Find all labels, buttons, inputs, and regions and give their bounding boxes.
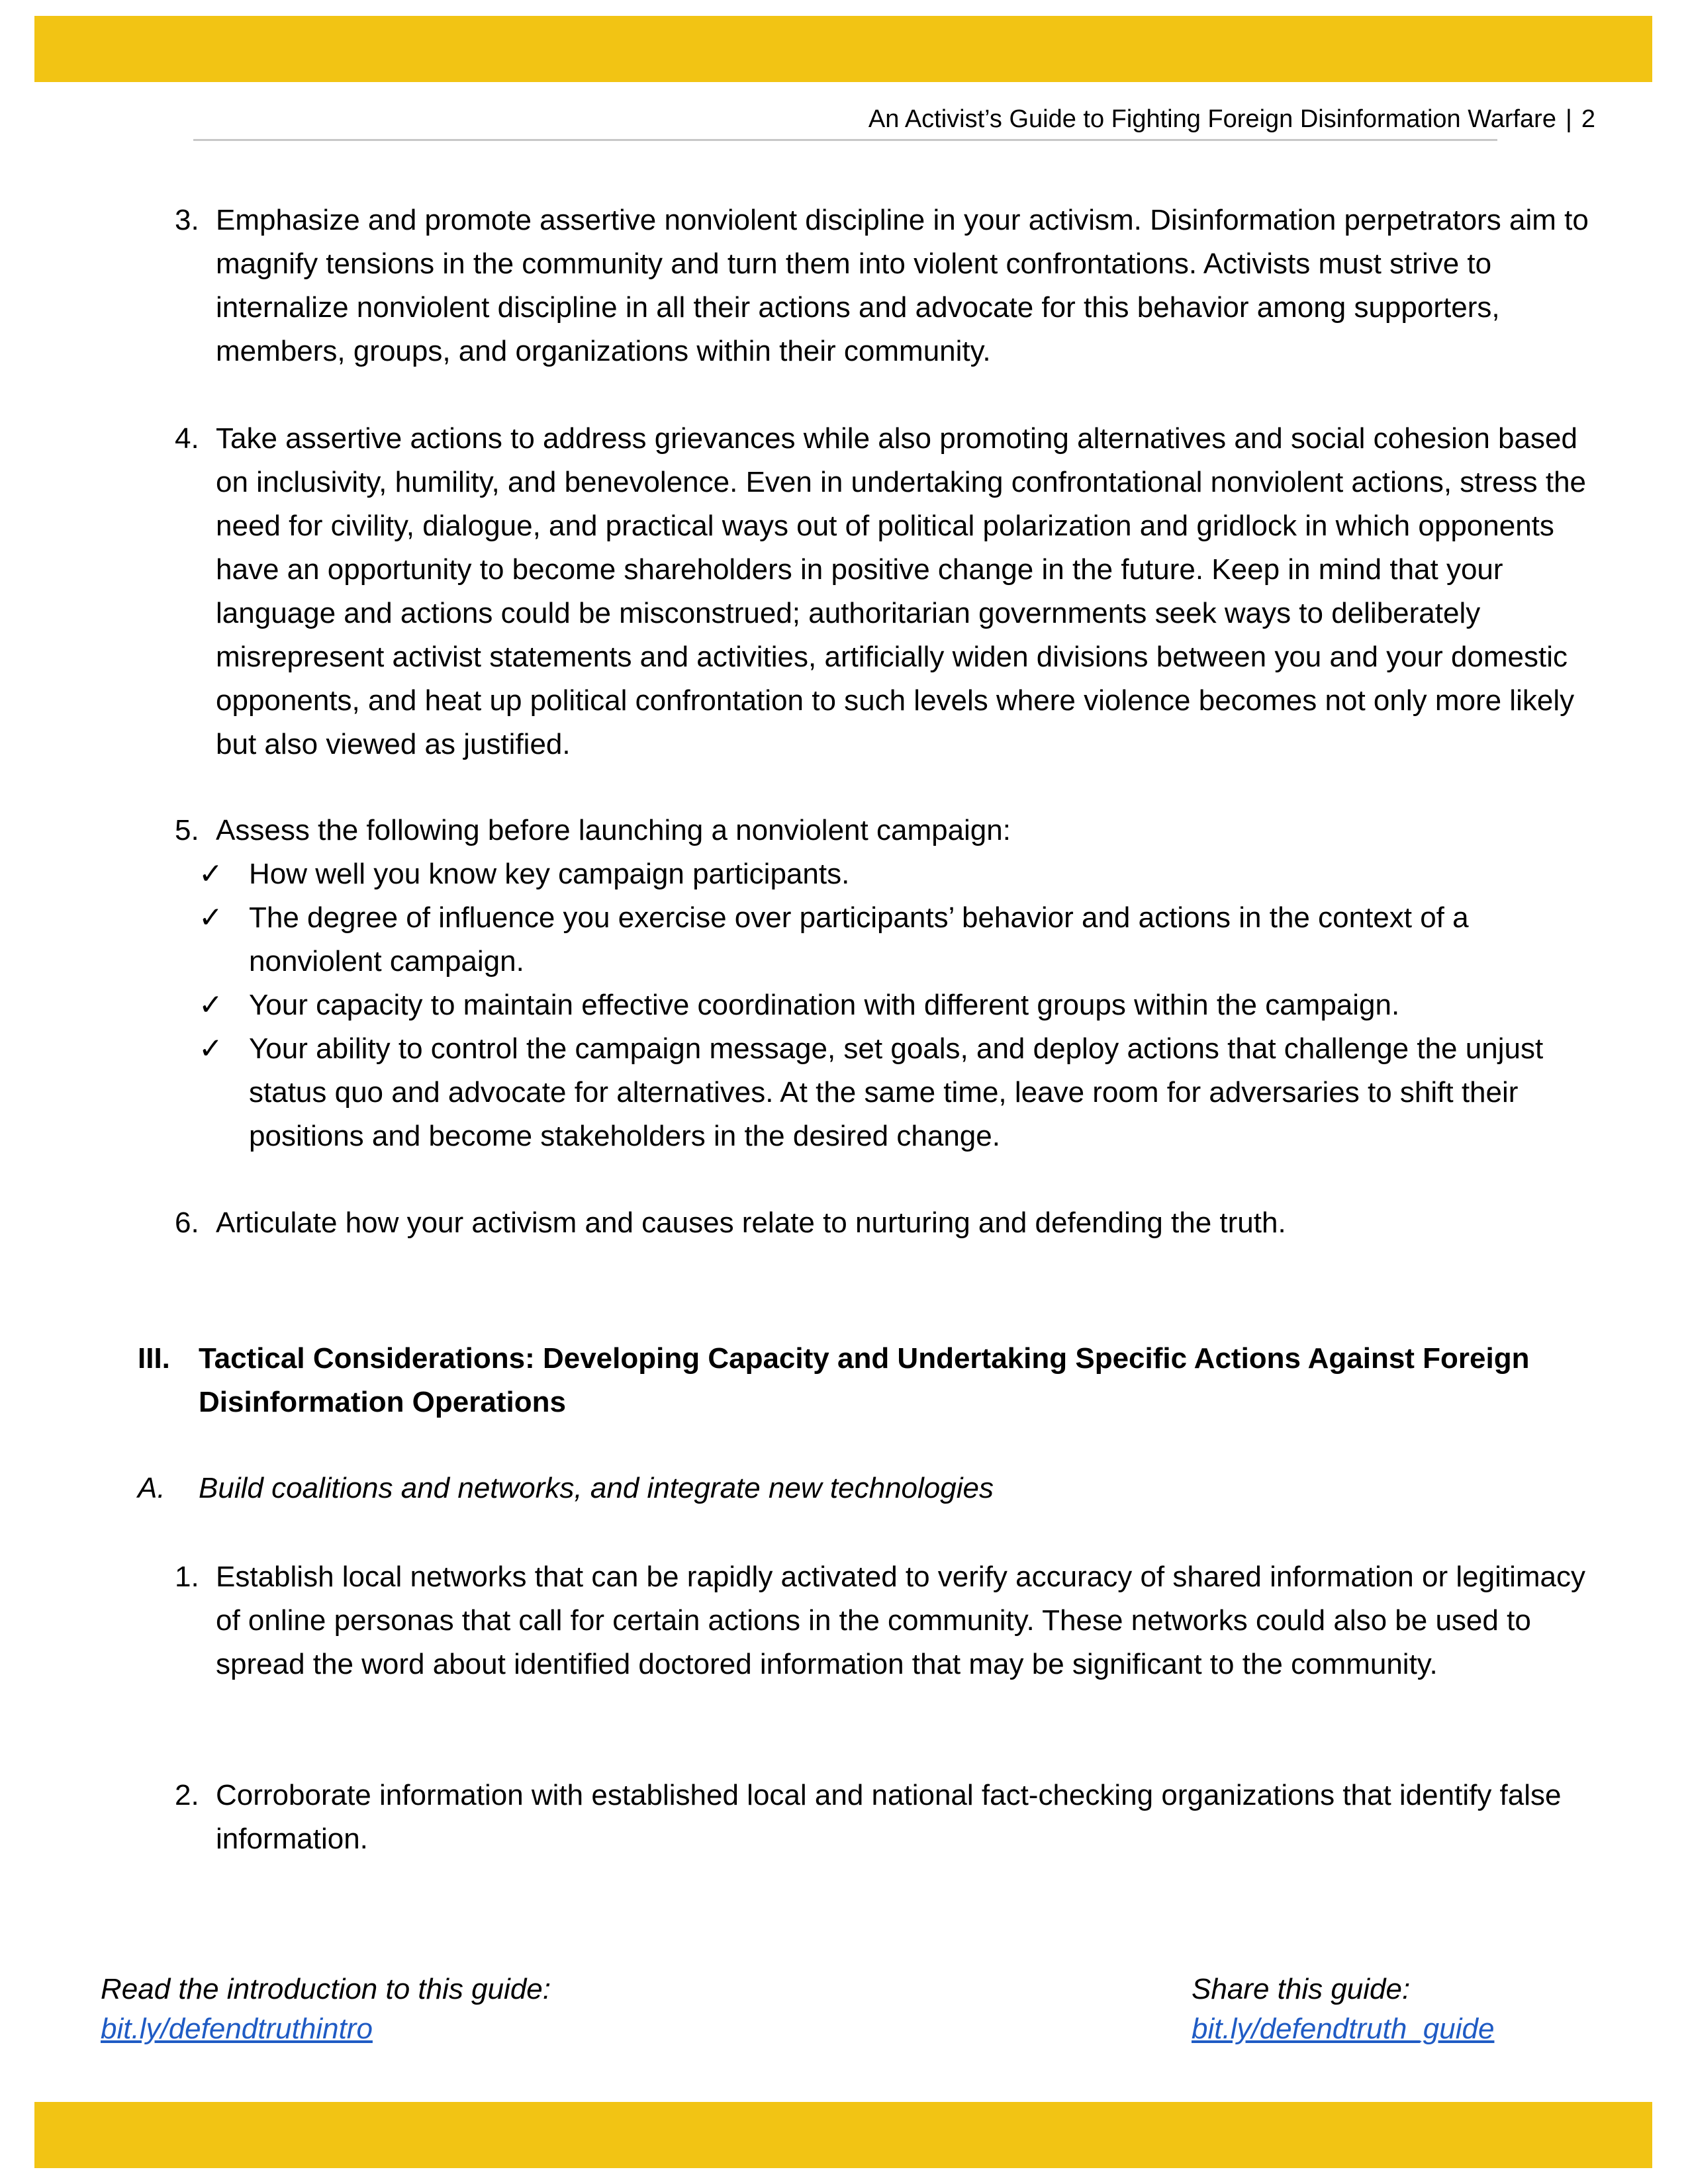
intro-link[interactable]: bit.ly/defendtruthintro	[101, 2013, 373, 2045]
list-item-5	[175, 809, 1591, 852]
list-number: 1.	[175, 1561, 199, 1593]
checklist-item-text: Your capacity to maintain effective coordination with different groups within the campaign.	[249, 989, 1400, 1021]
checklist-item	[199, 983, 1591, 1027]
footer-intro-label: Read the introduction to this guide:	[101, 1973, 551, 2005]
bottom-accent-band	[34, 2102, 1652, 2168]
running-header	[868, 101, 1595, 138]
subsection-title: Build coalitions and networks, and integrate new technologies	[199, 1472, 994, 1504]
list-item-text: Emphasize and promote assertive nonviolent discipline in your activism. Disinformation perpetrators aim to magnify tensions in the community and turn them into violent confrontations. Activists must strive to internalize nonviolent discipline in all their actions and advocate for this behavior among supporters, members, groups, and organizations within their community.	[216, 204, 1589, 367]
checklist-item	[199, 896, 1591, 983]
checkmark-icon: ✓	[199, 1032, 223, 1065]
list-item-6	[175, 1201, 1591, 1245]
share-link[interactable]: bit.ly/defendtruth_guide	[1192, 2013, 1495, 2045]
list-number: 3.	[175, 204, 199, 236]
checklist-item	[199, 852, 1591, 896]
list-item-text: Corroborate information with established local and national fact-checking organizations that identify false information.	[216, 1779, 1562, 1855]
footer-share	[1192, 1970, 1494, 2049]
checkmark-icon: ✓	[199, 858, 223, 890]
list-item-a2	[175, 1774, 1591, 1861]
list-number: 5.	[175, 814, 199, 846]
page-number: 2	[1581, 105, 1595, 133]
section-numeral: III.	[138, 1342, 170, 1375]
list-item-text: Take assertive actions to address grievances while also promoting alternatives and social cohesion based on inclusivity, humility, and benevolence. Even in undertaking confrontational nonviolent actions, stress the need for civility, dialogue, and practical ways out of political polarization and gridlock in which opponents have an opportunity to become shareholders in positive change in the future. Keep in mind that your language and actions could be misconstrued; authoritarian governments seek ways to deliberately misrepresent activist statements and activities, artificially widen divisions between you and your domestic opponents, and heat up political confrontation to such levels where violence becomes not only more likely but also viewed as justified.	[216, 422, 1587, 760]
list-number: 4.	[175, 422, 199, 455]
footer-share-label: Share this guide:	[1192, 1973, 1411, 2005]
header-rule	[193, 139, 1497, 141]
checkmark-icon: ✓	[199, 989, 223, 1021]
subsection-heading-a	[138, 1467, 1594, 1510]
list-number: 2.	[175, 1779, 199, 1811]
list-item-4	[175, 417, 1591, 766]
list-item-text: Articulate how your activism and causes relate to nurturing and defending the truth.	[216, 1206, 1286, 1239]
list-item-text: Establish local networks that can be rapidly activated to verify accuracy of shared information or legitimacy of online personas that call for certain actions in the community. These networks could also be used to spread the word about identified doctored information that may be significant to the community.	[216, 1561, 1585, 1680]
section-title: Tactical Considerations: Developing Capacity and Undertaking Specific Actions Against Foreign Disinformation Operations	[199, 1342, 1530, 1418]
list-item-a1	[175, 1555, 1591, 1686]
checklist-item-text: Your ability to control the campaign message, set goals, and deploy actions that challenge the unjust status quo and advocate for alternatives. At the same time, leave room for adversaries to shift their positions and become stakeholders in the desired change.	[249, 1032, 1544, 1152]
checklist-item-text: How well you know key campaign participants.	[249, 858, 850, 890]
list-item-3	[175, 199, 1591, 373]
checkmark-icon: ✓	[199, 901, 223, 934]
list-item-text: Assess the following before launching a nonviolent campaign:	[216, 814, 1011, 846]
checklist-item	[199, 1027, 1591, 1158]
checklist-item-text: The degree of influence you exercise over participants’ behavior and actions in the context of a nonviolent campaign.	[249, 901, 1469, 978]
top-accent-band	[34, 16, 1652, 82]
section-heading-iii	[138, 1337, 1594, 1424]
header-separator: |	[1565, 105, 1572, 133]
list-number: 6.	[175, 1206, 199, 1239]
subsection-letter: A.	[138, 1472, 165, 1504]
guide-title: An Activist’s Guide to Fighting Foreign Disinformation Warfare	[868, 105, 1556, 133]
footer-intro	[101, 1970, 551, 2049]
